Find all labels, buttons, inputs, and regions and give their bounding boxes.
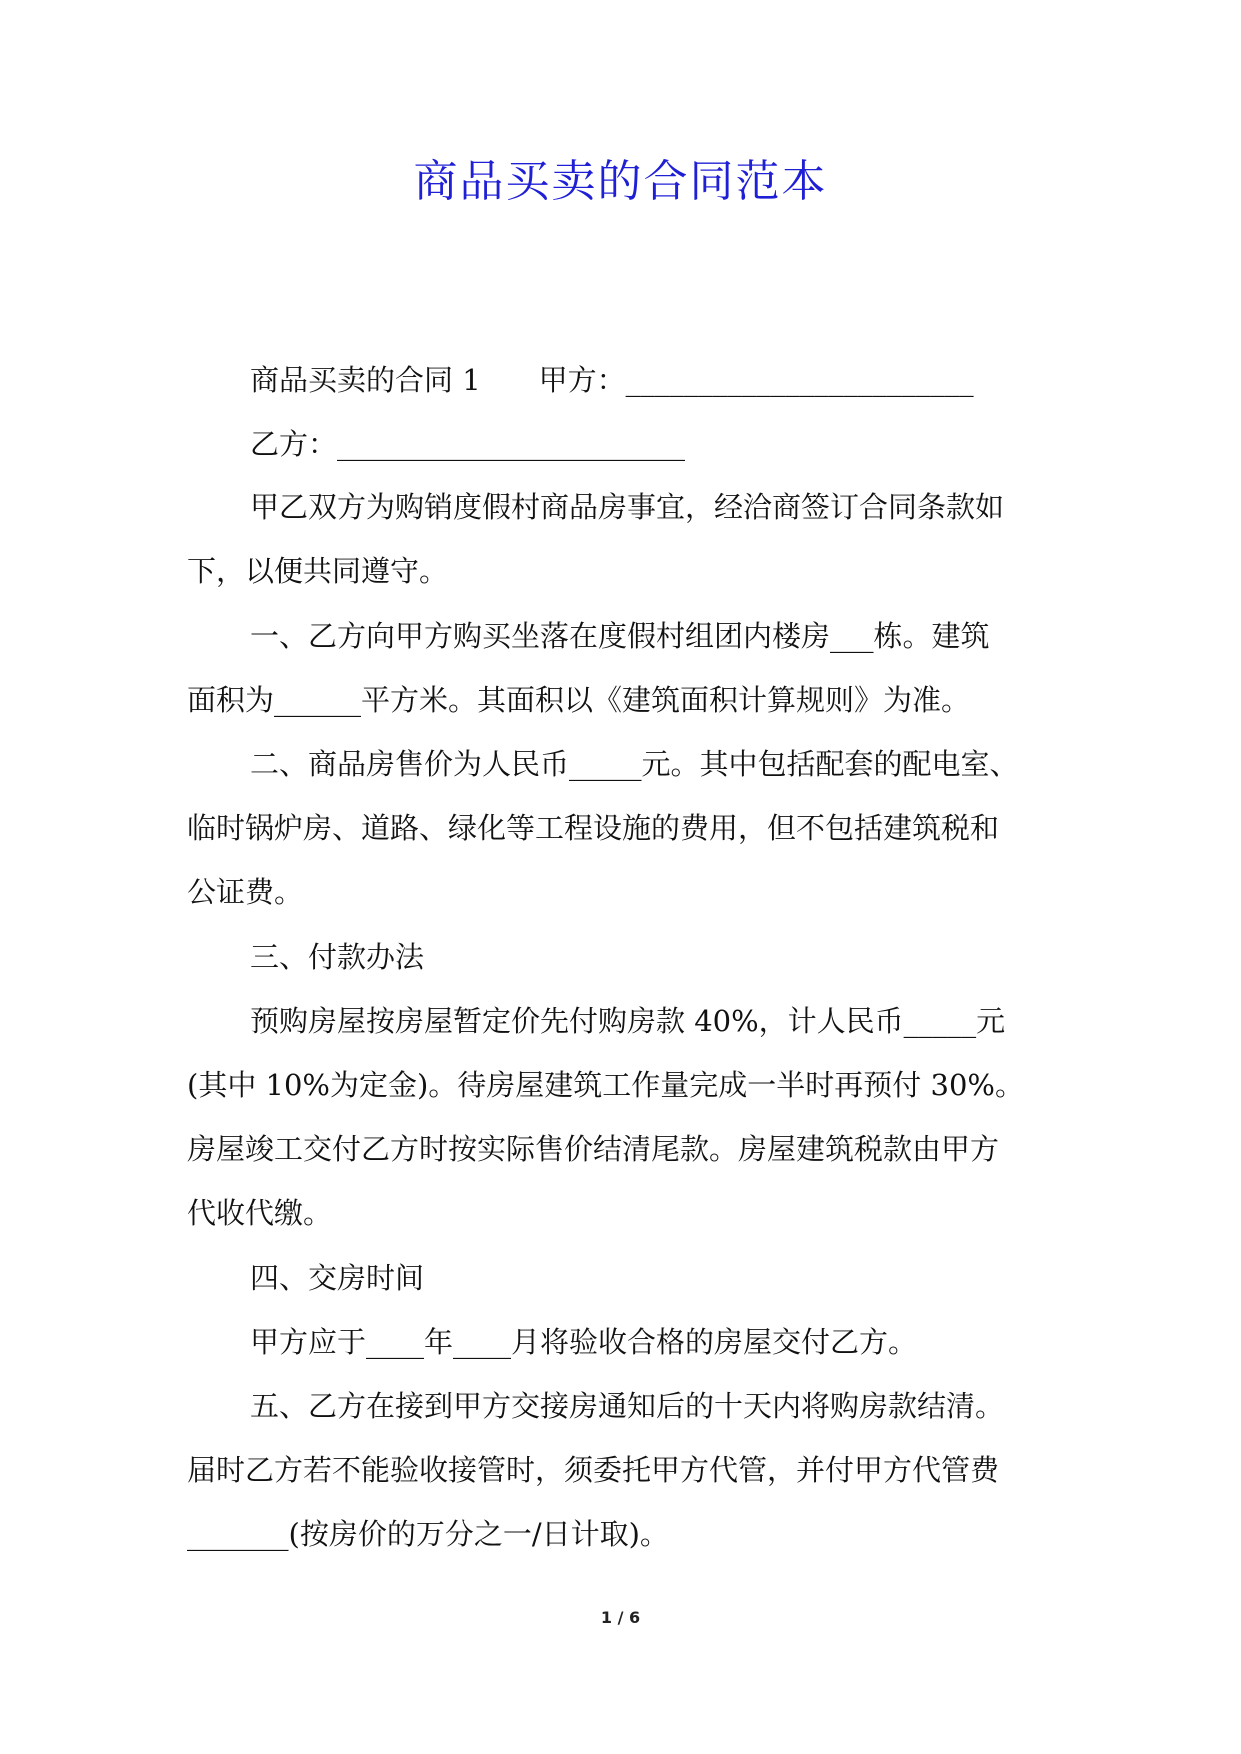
contract-header-line: 商品买卖的合同 1 甲方：________________________ (250, 363, 974, 397)
delivery-paragraph-line: 甲方应于____年____月将验收合格的房屋交付乙方。 (250, 1325, 918, 1359)
clause-2-line-3: 公证费。 (187, 875, 304, 909)
clause-4-heading: 四、交房时间 (250, 1261, 425, 1295)
clause-2-line-1: 二、商品房售价为人民币_____元。其中包括配套的配电室、 (250, 747, 1019, 781)
clause-5-line-1: 五、乙方在接到甲方交接房通知后的十天内将购房款结清。 (250, 1389, 1005, 1423)
payment-paragraph-line-1: 预购房屋按房屋暂定价先付购房款 40%，计人民币_____元 (250, 1004, 1006, 1038)
clause-1-line-1: 一、乙方向甲方购买坐落在度假村组团内楼房___栋。建筑 (250, 619, 990, 653)
party-b-line: 乙方：________________________ (250, 427, 686, 461)
payment-paragraph-line-3: 房屋竣工交付乙方时按实际售价结清尾款。房屋建筑税款由甲方 (187, 1132, 1000, 1166)
payment-paragraph-line-4: 代收代缴。 (187, 1196, 333, 1230)
intro-paragraph-line-1: 甲乙双方为购销度假村商品房事宜，经洽商签订合同条款如 (250, 490, 1005, 524)
clause-3-heading: 三、付款办法 (250, 940, 425, 974)
clause-5-line-3: _______(按房价的万分之一/日计取)。 (187, 1517, 669, 1551)
clause-1-line-2: 面积为______平方米。其面积以《建筑面积计算规则》为准。 (187, 683, 971, 717)
page-number: 1 / 6 (600, 1608, 641, 1627)
clause-5-line-2: 届时乙方若不能验收接管时，须委托甲方代管，并付甲方代管费 (187, 1453, 1000, 1487)
intro-paragraph-line-2: 下，以便共同遵守。 (187, 554, 449, 588)
clause-2-line-2: 临时锅炉房、道路、绿化等工程设施的费用，但不包括建筑税和 (187, 811, 1000, 845)
payment-paragraph-line-2: (其中 10%为定金)。待房屋建筑工作量完成一半时再预付 30%。 (187, 1068, 1024, 1102)
document-title: 商品买卖的合同范本 (413, 156, 828, 207)
